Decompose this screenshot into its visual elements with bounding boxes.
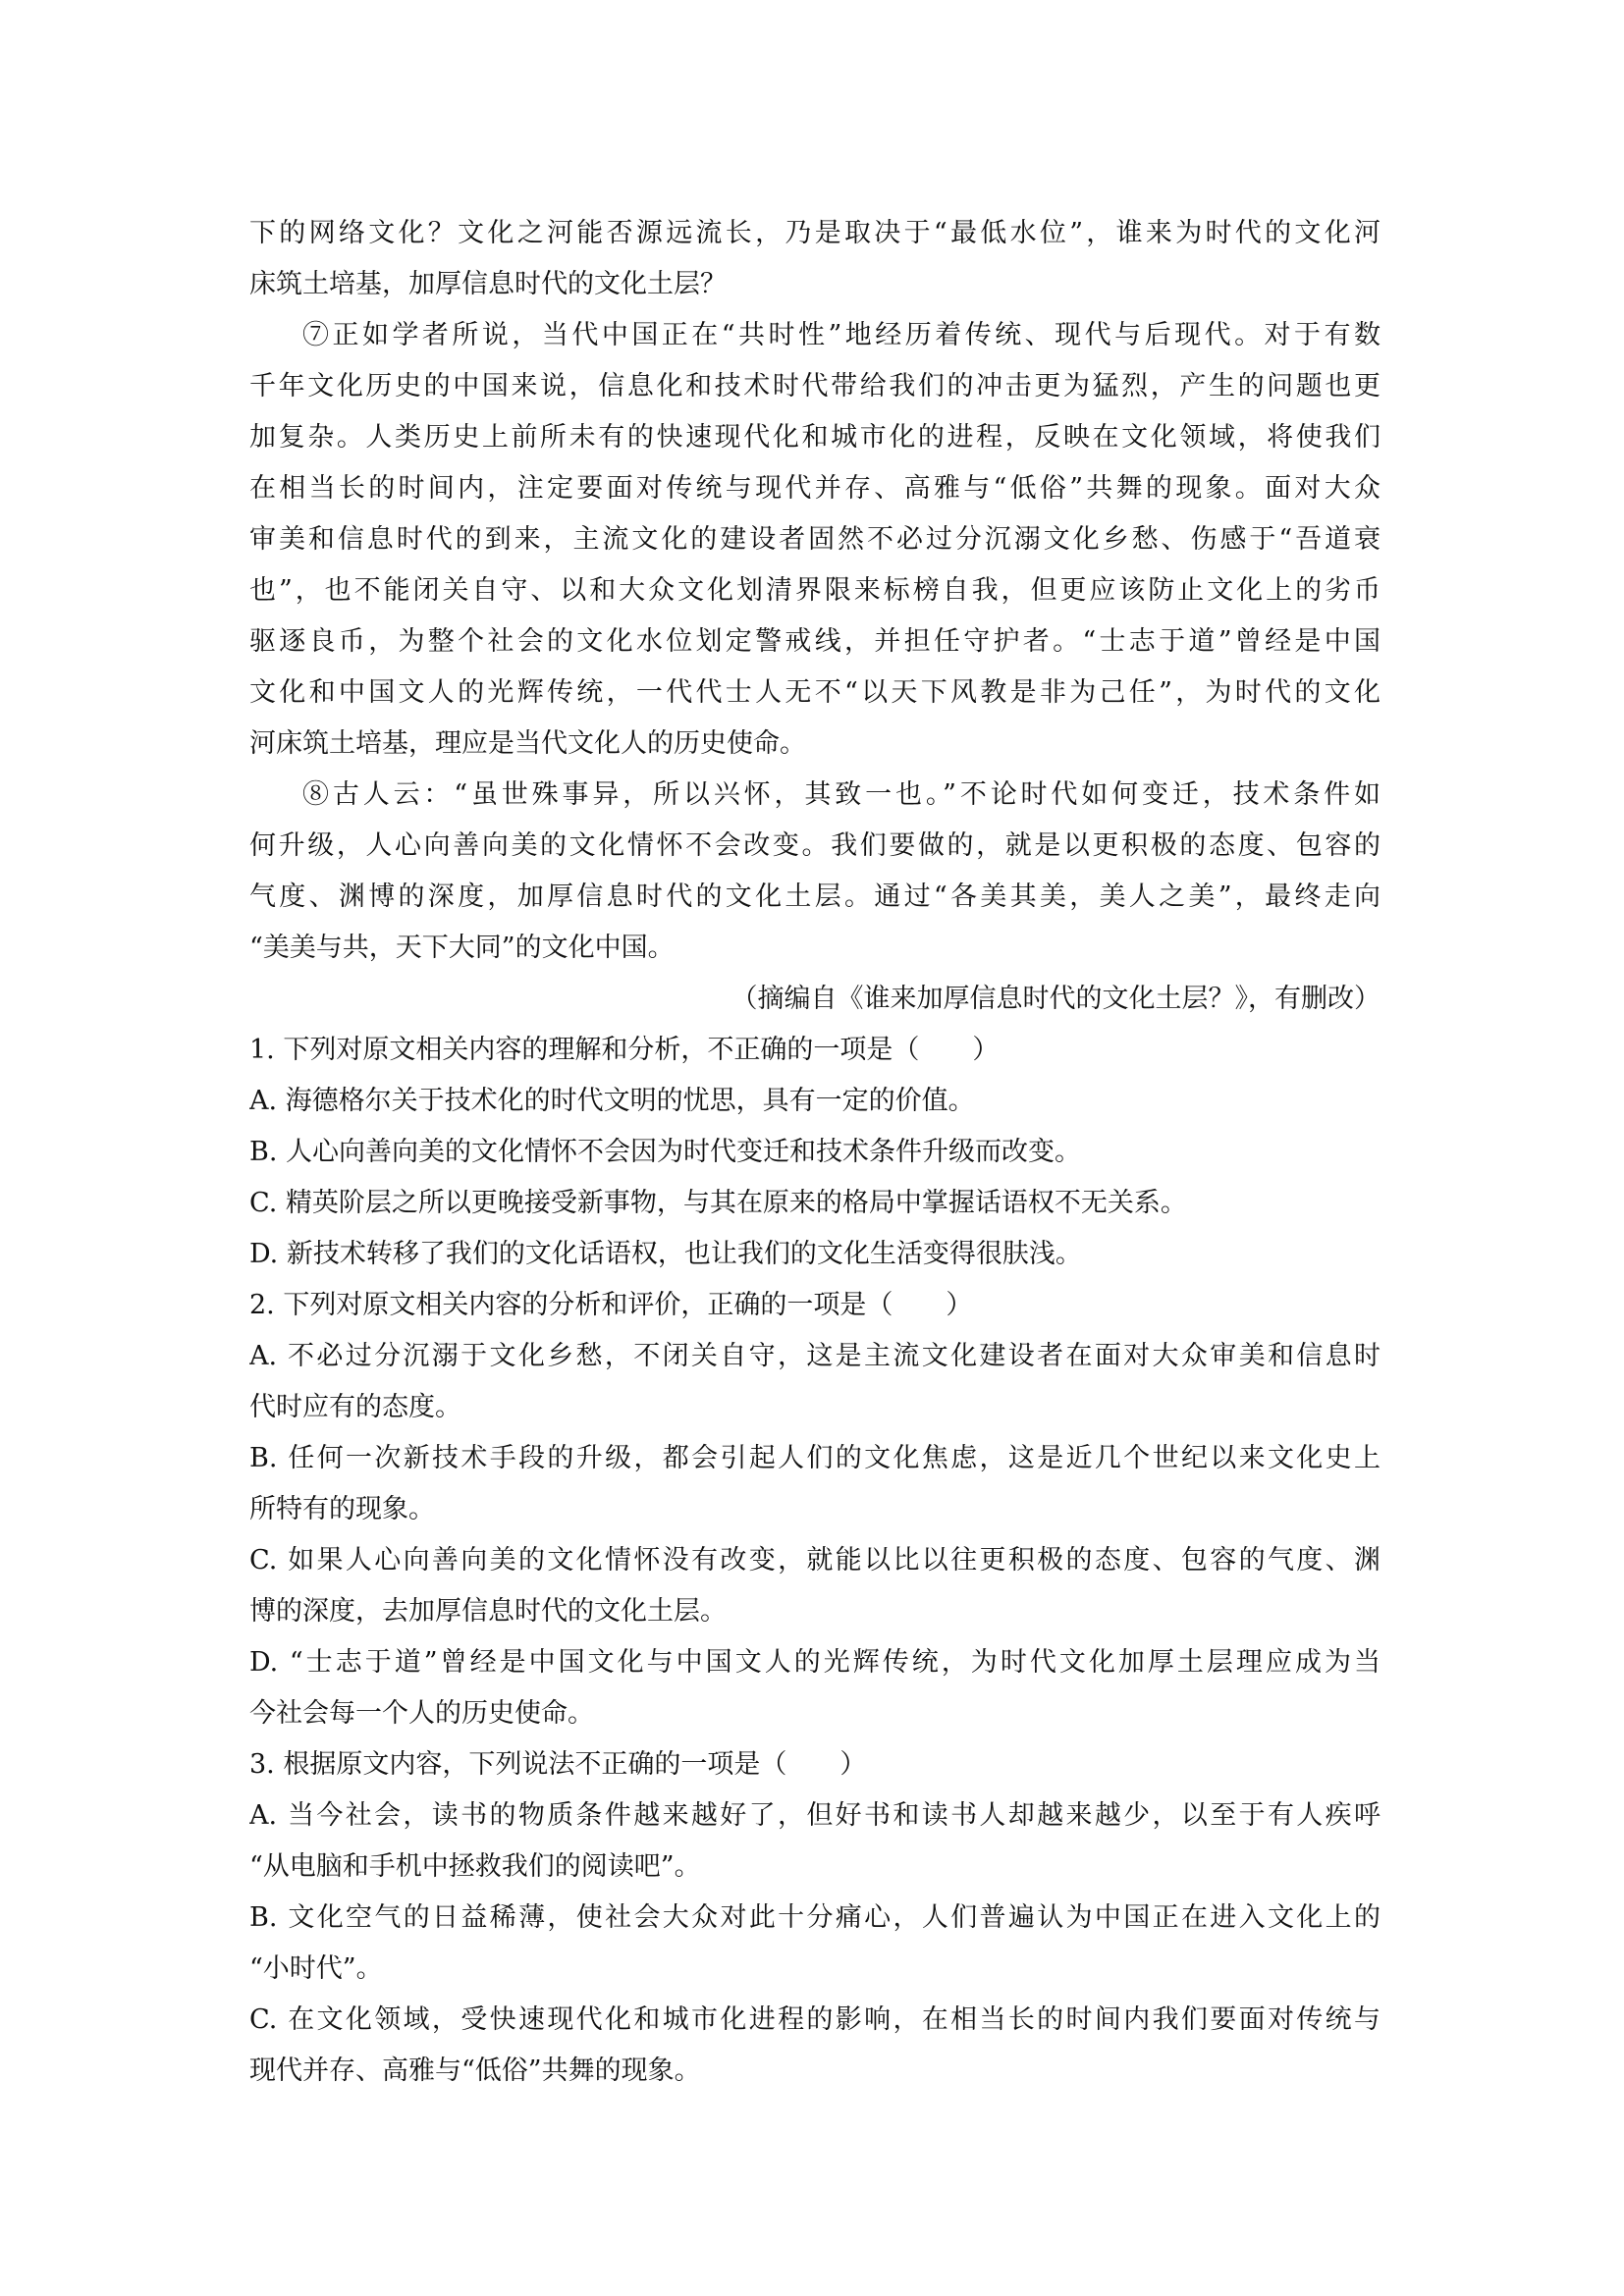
question-stem: 3. 根据原文内容，下列说法不正确的一项是（ ） <box>249 1749 867 1780</box>
option-line: 今社会每一个人的历史使命。 <box>249 1698 594 1729</box>
option-line: D. “士志于道”曾经是中国文化与中国文人的光辉传统，为时代文化加厚土层理应成为当 <box>249 1647 1380 1678</box>
text-line: 加复杂。人类历史上前所未有的快速现代化和城市化的进程，反映在文化领域，将使我们 <box>249 422 1380 453</box>
text-line: 床筑土培基，加厚信息时代的文化土层？ <box>249 269 727 299</box>
paragraph-6-tail <box>249 208 1380 310</box>
option-line: “从电脑和手机中拯救我们的阅读吧”。 <box>249 1851 701 1882</box>
text-line: ⑧古人云：“虽世殊事异，所以兴怀，其致一也。”不论时代如何变迁，技术条件如 <box>302 779 1380 810</box>
option-line: A. 当今社会，读书的物质条件越来越好了，但好书和读书人却越来越少，以至于有人疾呼 <box>249 1800 1380 1831</box>
question-2 <box>249 1280 1380 1739</box>
option-line: B. 任何一次新技术手段的升级，都会引起人们的文化焦虑，这是近几个世纪以来文化史上 <box>249 1443 1380 1473</box>
text-line: ⑦正如学者所说，当代中国正在“共时性”地经历着传统、现代与后现代。对于有数 <box>302 320 1380 350</box>
option-line: C. 在文化领域，受快速现代化和城市化进程的影响，在相当长的时间内我们要面对传统与 <box>249 2004 1380 2035</box>
option-line: 现代并存、高雅与“低俗”共舞的现象。 <box>249 2056 701 2086</box>
option-b <box>249 1893 1380 1995</box>
text-line: 也”，也不能闭关自守、以和大众文化划清界限来标榜自我，但更应该防止文化上的劣币 <box>249 575 1380 606</box>
question-stem: 1. 下列对原文相关内容的理解和分析，不正确的一项是（ ） <box>249 1035 1000 1065</box>
paragraph-8 <box>249 770 1380 974</box>
question-3 <box>249 1739 1380 2097</box>
text-line: 在相当长的时间内，注定要面对传统与现代并存、高雅与“低俗”共舞的现象。面对大众 <box>249 473 1380 504</box>
option-line: 代时应有的态度。 <box>249 1392 461 1422</box>
question-1 <box>249 1025 1380 1280</box>
document-page <box>249 208 1380 2097</box>
option-a: A. 海德格尔关于技术化的时代文明的忧思，具有一定的价值。 <box>249 1086 975 1116</box>
option-b <box>249 1433 1380 1535</box>
option-c: C. 精英阶层之所以更晚接受新事物，与其在原来的格局中掌握话语权不无关系。 <box>249 1188 1187 1218</box>
option-line: 博的深度，去加厚信息时代的文化土层。 <box>249 1596 727 1627</box>
option-d <box>249 1637 1380 1739</box>
question-stem: 2. 下列对原文相关内容的分析和评价，正确的一项是（ ） <box>249 1290 973 1320</box>
option-line: “小时代”。 <box>249 1953 383 1984</box>
text-line: 气度、渊博的深度，加厚信息时代的文化土层。通过“各美其美，美人之美”，最终走向 <box>249 881 1380 912</box>
option-c <box>249 1995 1380 2097</box>
text-line: 千年文化历史的中国来说，信息化和技术时代带给我们的冲击更为猛烈，产生的问题也更 <box>249 371 1380 401</box>
option-d: D. 新技术转移了我们的文化话语权，也让我们的文化生活变得很肤浅。 <box>249 1239 1082 1269</box>
option-line: A. 不必过分沉溺于文化乡愁，不闭关自守，这是主流文化建设者在面对大众审美和信息时 <box>249 1341 1380 1371</box>
source-attribution: （摘编自《谁来加厚信息时代的文化土层？》，有删改） <box>731 984 1380 1014</box>
paragraph-7 <box>249 310 1380 770</box>
option-b: B. 人心向善向美的文化情怀不会因为时代变迁和技术条件升级而改变。 <box>249 1137 1082 1167</box>
text-line: 审美和信息时代的到来，主流文化的建设者固然不必过分沉溺文化乡愁、伤感于“吾道衰 <box>249 524 1380 555</box>
option-a <box>249 1331 1380 1433</box>
option-line: C. 如果人心向善向美的文化情怀没有改变，就能以比以往更积极的态度、包容的气度、渊 <box>249 1545 1380 1575</box>
option-line: B. 文化空气的日益稀薄，使社会大众对此十分痛心，人们普遍认为中国正在进入文化上的 <box>249 1902 1380 1933</box>
text-line: 下的网络文化？文化之河能否源远流长，乃是取决于“最低水位”，谁来为时代的文化河 <box>249 218 1380 248</box>
option-line: 所特有的现象。 <box>249 1494 435 1524</box>
option-a <box>249 1790 1380 1893</box>
text-line: 文化和中国文人的光辉传统，一代代士人无不“以天下风教是非为己任”，为时代的文化 <box>249 677 1380 708</box>
text-line: 驱逐良币，为整个社会的文化水位划定警戒线，并担任守护者。“士志于道”曾经是中国 <box>249 626 1380 657</box>
text-line: 河床筑土培基，理应是当代文化人的历史使命。 <box>249 728 806 759</box>
option-c <box>249 1535 1380 1637</box>
text-line: 何升级，人心向善向美的文化情怀不会改变。我们要做的，就是以更积极的态度、包容的 <box>249 830 1380 861</box>
text-line: “美美与共，天下大同”的文化中国。 <box>249 933 675 963</box>
